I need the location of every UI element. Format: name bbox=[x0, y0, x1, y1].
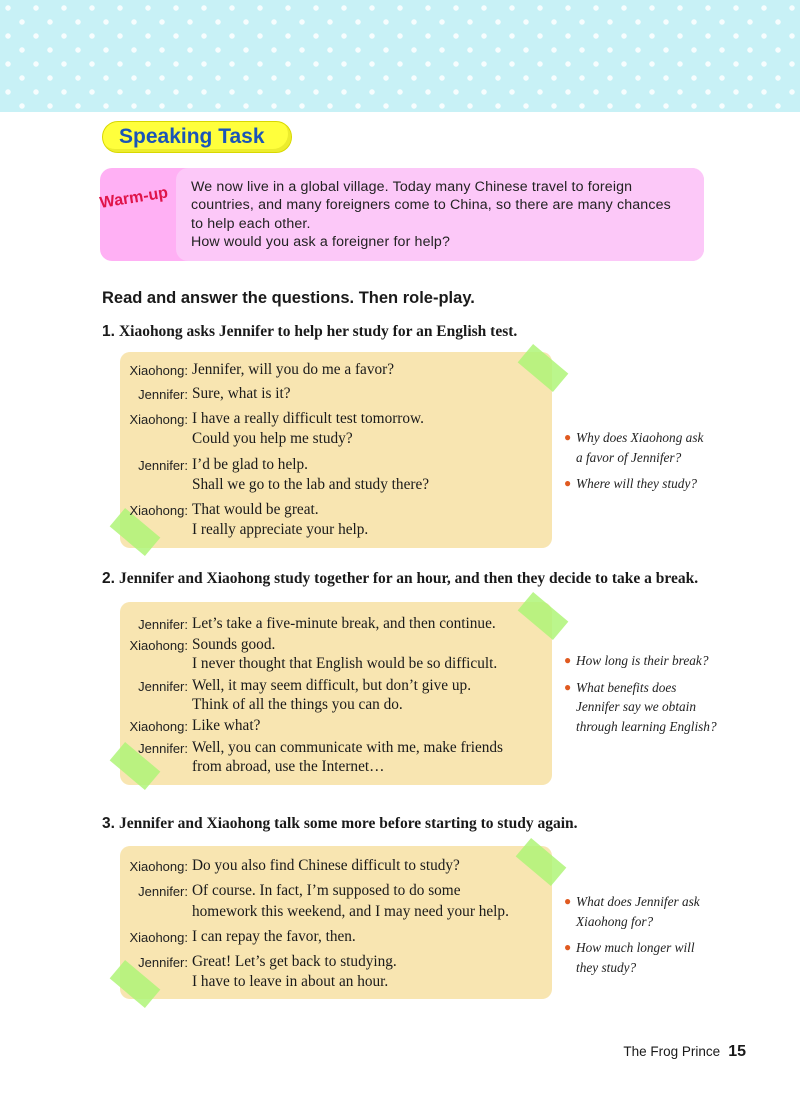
question-line: How much longer will bbox=[576, 940, 695, 955]
speaker-label: Jennifer: bbox=[138, 387, 188, 402]
utterance: I’d be glad to help. bbox=[192, 456, 308, 473]
task-heading bbox=[102, 815, 578, 833]
tape-decoration bbox=[518, 344, 569, 392]
utterance: Well, it may seem difficult, but don’t give up. bbox=[192, 677, 472, 694]
utterance: Do you also find Chinese difficult to study? bbox=[192, 857, 460, 874]
warmup-line: How would you ask a foreigner for help? bbox=[191, 233, 451, 250]
warmup-text bbox=[191, 178, 694, 251]
speaker-label: Xiaohong: bbox=[129, 412, 188, 427]
speaker-label: Xiaohong: bbox=[129, 859, 188, 874]
speaker-label: Jennifer: bbox=[138, 741, 188, 756]
bullet-icon: ● bbox=[564, 894, 572, 908]
question-line: Where will they study? bbox=[576, 476, 697, 491]
page-number: 15 bbox=[728, 1043, 746, 1060]
page-footer bbox=[623, 1043, 746, 1061]
utterance: I never thought that English would be so difficult. bbox=[192, 655, 498, 672]
question-item bbox=[564, 428, 794, 467]
utterance: Of course. In fact, I’m supposed to do some bbox=[192, 882, 461, 899]
warmup-label: Warm-up bbox=[98, 184, 170, 212]
dialogue-box bbox=[120, 602, 552, 785]
question-line: What benefits does bbox=[576, 679, 677, 695]
tape-decoration bbox=[516, 838, 567, 886]
utterance: Could you help me study? bbox=[192, 430, 353, 447]
task-number: 1. bbox=[102, 323, 115, 340]
question-item bbox=[564, 938, 794, 977]
question-item bbox=[564, 651, 794, 671]
speaker-label: Xiaohong: bbox=[129, 638, 188, 653]
task-number: 3. bbox=[102, 815, 115, 832]
utterance: Let’s take a five-minute break, and then continue. bbox=[192, 615, 496, 632]
question-item bbox=[564, 678, 794, 737]
speaker-label: Xiaohong: bbox=[129, 930, 188, 945]
task-heading bbox=[102, 570, 698, 588]
utterance: That would be great. bbox=[192, 501, 319, 518]
book-title: The Frog Prince bbox=[623, 1044, 721, 1059]
warmup-line: We now live in a global village. Today many Chinese travel to foreign bbox=[191, 179, 633, 195]
task-heading-text: Jennifer and Xiaohong talk some more before starting to study again. bbox=[118, 815, 578, 832]
warmup-line: to help each other. bbox=[191, 215, 311, 232]
utterance: Well, you can communicate with me, make friends bbox=[192, 739, 503, 756]
header-star-band bbox=[0, 0, 800, 112]
tape-decoration bbox=[518, 592, 569, 640]
task-heading-text: Jennifer and Xiaohong study together for an hour, and then they decide to take a break. bbox=[118, 570, 699, 587]
speaking-task-title: Speaking Task bbox=[119, 125, 265, 148]
question-line: a favor of Jennifer? bbox=[576, 449, 682, 465]
utterance: from abroad, use the Internet… bbox=[192, 758, 385, 775]
question-line: How long is their break? bbox=[576, 653, 709, 668]
utterance: I really appreciate your help. bbox=[192, 521, 369, 538]
utterance: Great! Let’s get back to studying. bbox=[192, 953, 397, 970]
speaker-label: Jennifer: bbox=[138, 679, 188, 694]
task-number: 2. bbox=[102, 570, 115, 587]
utterance: Shall we go to the lab and study there? bbox=[192, 476, 430, 493]
speaker-label: Xiaohong: bbox=[129, 503, 188, 518]
utterance: Jennifer, will you do me a favor? bbox=[192, 361, 395, 378]
utterance: Think of all the things you can do. bbox=[192, 696, 403, 713]
utterance: Sure, what is it? bbox=[192, 385, 291, 402]
speaker-label: Jennifer: bbox=[138, 884, 188, 899]
speaker-label: Jennifer: bbox=[138, 955, 188, 970]
question-list bbox=[564, 428, 794, 501]
task-heading bbox=[102, 323, 517, 341]
speaker-label: Jennifer: bbox=[138, 458, 188, 473]
question-line: through learning English? bbox=[576, 718, 717, 734]
bullet-icon: ● bbox=[564, 653, 572, 667]
question-line: Jennifer say we obtain bbox=[576, 699, 697, 714]
speaking-task-banner bbox=[102, 121, 292, 153]
question-line: Why does Xiaohong ask bbox=[576, 430, 704, 445]
question-line: they study? bbox=[576, 959, 637, 975]
question-item bbox=[564, 892, 794, 931]
utterance: I have a really difficult test tomorrow. bbox=[192, 410, 424, 427]
instruction-heading: Read and answer the questions. Then role-play. bbox=[102, 289, 475, 307]
speaker-label: Xiaohong: bbox=[129, 363, 188, 378]
task-heading-text: Xiaohong asks Jennifer to help her study for an English test. bbox=[118, 323, 518, 340]
utterance: I have to leave in about an hour. bbox=[192, 973, 389, 990]
utterance: Sounds good. bbox=[192, 636, 276, 653]
bullet-icon: ● bbox=[564, 940, 572, 954]
utterance: Like what? bbox=[192, 717, 261, 734]
question-list bbox=[564, 651, 794, 743]
bullet-icon: ● bbox=[564, 476, 572, 490]
question-list bbox=[564, 892, 794, 984]
speaker-label: Xiaohong: bbox=[129, 719, 188, 734]
question-item bbox=[564, 474, 794, 494]
question-line: Xiaohong for? bbox=[576, 913, 654, 929]
utterance: I can repay the favor, then. bbox=[192, 928, 356, 945]
warmup-line: countries, and many foreigners come to China, so there are many chances bbox=[191, 197, 671, 214]
utterance: homework this weekend, and I may need your help. bbox=[192, 903, 509, 920]
dialogue-box bbox=[120, 846, 552, 999]
speaker-label: Jennifer: bbox=[138, 617, 188, 632]
question-line: What does Jennifer ask bbox=[576, 894, 700, 909]
bullet-icon: ● bbox=[564, 679, 572, 694]
dialogue-box bbox=[120, 352, 552, 548]
bullet-icon: ● bbox=[564, 430, 572, 444]
